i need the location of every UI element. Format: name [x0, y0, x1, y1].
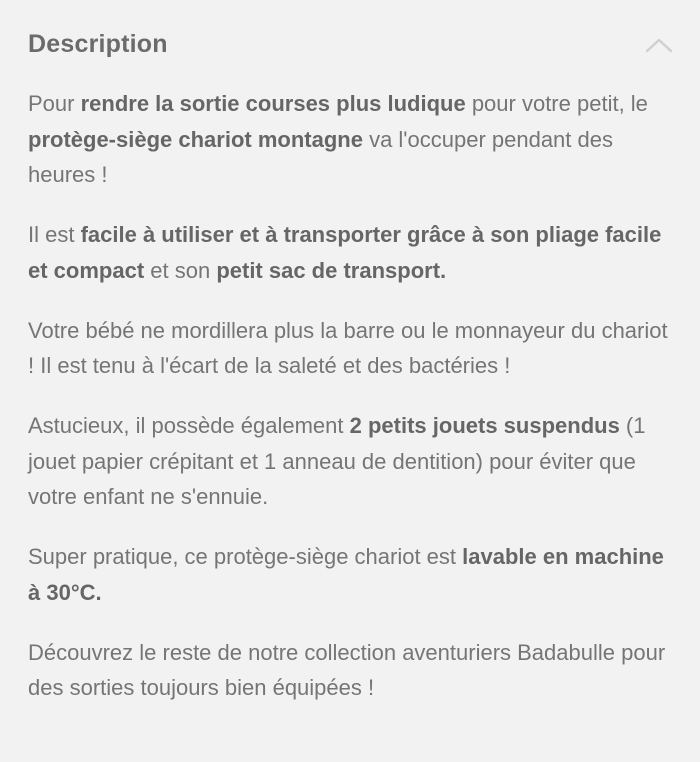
section-title: Description [28, 29, 168, 58]
description-paragraph [28, 217, 672, 288]
paragraph-text: et son [144, 257, 217, 283]
paragraph-highlight: facile à utiliser et à transporter grâce à son pliage facile et compact [28, 222, 662, 283]
paragraph-text: Astucieux, il possède également [28, 413, 350, 438]
description-body [28, 86, 672, 706]
description-paragraph [28, 539, 672, 610]
description-paragraph [28, 408, 672, 515]
paragraph-text: Pour [28, 91, 81, 116]
paragraph-text: Découvrez le reste de notre collection aventuriers Badabulle pour des sorties toujours bien équipées ! [28, 639, 666, 700]
paragraph-text: (1 jouet papier crépitant et 1 anneau de dentition) pour éviter que votre enfant ne s'ennuie. [28, 413, 646, 509]
paragraph-highlight: lavable en machine à 30°C. [28, 544, 664, 605]
description-accordion-header[interactable] [28, 0, 672, 86]
paragraph-text: Super pratique, ce protège-siège chariot est [28, 544, 463, 569]
paragraph-highlight: protège-siège chariot montagne [28, 126, 363, 152]
paragraph-highlight: petit sac de transport. [216, 257, 447, 283]
paragraph-highlight: 2 petits jouets suspendus [349, 413, 620, 438]
description-paragraph [28, 313, 672, 384]
description-paragraph [28, 86, 672, 193]
paragraph-text: pour votre petit, le [465, 91, 648, 116]
chevron-up-icon[interactable] [644, 36, 674, 54]
paragraph-text: Il est [28, 222, 81, 247]
paragraph-text: va l'occuper pendant des heures ! [28, 126, 613, 187]
paragraph-text: Votre bébé ne mordillera plus la barre ou le monnayeur du chariot ! Il est tenu à l'écart de la saleté et des bactéries ! [28, 317, 668, 378]
description-paragraph [28, 635, 672, 706]
paragraph-highlight: rendre la sortie courses plus ludique [80, 91, 466, 116]
